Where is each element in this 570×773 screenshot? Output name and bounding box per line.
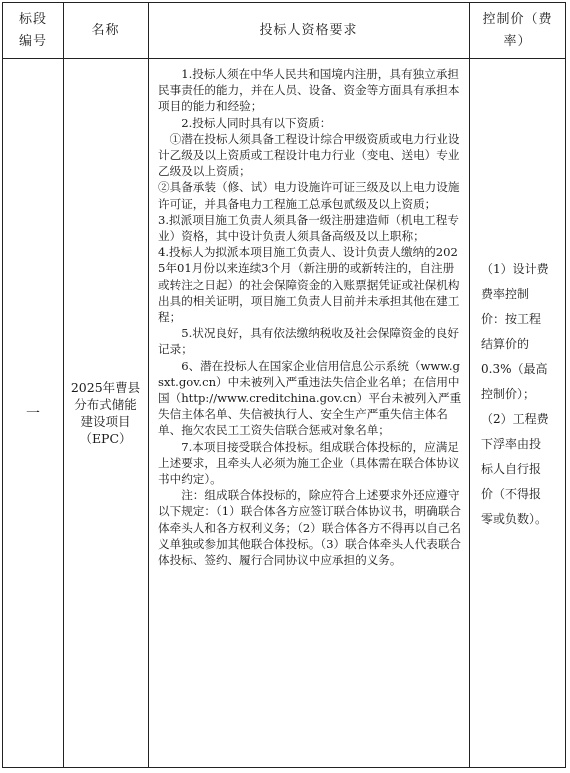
header-seq — [3, 3, 63, 58]
header-name-label: 名称 — [91, 22, 120, 38]
requirement-item: 7.本项目接受联合体投标。组成联合体投标的，应满足上述要求，且牵头人必须为施工企业（具体需在联合体协议书中约定）。 — [158, 439, 460, 487]
requirement-note: 注：组成联合体投标的，除应符合上述要求外还应遵守以下规定：（1）联合体各方应签订联合体协议书，明确联合体牵头人和各方权利义务；（2）联合体各方不得再以自己名义单独或参加其他联合体投标。（3）联合体牵头人代表联合体投标、签约、履行合同协议中应承担的义务。 — [158, 488, 462, 568]
requirement-item: 1.投标人须在中华人民共和国境内注册，具有独立承担民事责任的能力，并在人员、设备、资金等方面具有承担本项目的能力和经验； — [158, 67, 460, 114]
header-requirements — [148, 3, 469, 58]
price-item: （1）设计费费率控制价：按工程结算价的0.3%（最高控制价）； — [481, 262, 549, 401]
header-price — [469, 3, 566, 58]
header-price-label: 控制价（费 率） — [482, 11, 553, 49]
qualification-table — [2, 2, 566, 768]
row-seq — [3, 59, 63, 767]
project-name: 2025年曹县分布式储能建设项目（EPC） — [70, 380, 141, 446]
row-requirements — [148, 59, 469, 767]
row-seq-value: 一 — [26, 406, 40, 422]
requirement-item: 6、潜在投标人在国家企业信用信息公示系统（www.gsxt.gov.cn）中未被列入严重违法失信企业名单；在信用中国（http://www.creditchina.gov.cn）平台未被列入严重失信主体名单、失信被执行人、安全生产严重失信主体名单、拖欠农民工工资失信联合惩戒对象名单； — [158, 358, 462, 438]
requirement-item: ①潜在投标人须具备工程设计综合甲级资质或电力行业设计乙级及以上资质或工程设计电力行业（变电、送电）专业乙级及以上资质； — [158, 131, 460, 179]
requirement-item: 2.投标人同时具有以下资质： — [158, 115, 332, 130]
header-requirements-label: 投标人资格要求 — [259, 22, 358, 38]
header-name — [63, 3, 148, 58]
requirement-item: 5.状况良好，具有依法缴纳税收及社会保障资金的良好记录； — [158, 326, 459, 357]
price-item: （2）工程费下浮率由投标人自行报价（不得报零或负数）。 — [481, 412, 549, 526]
requirement-item: 4.投标人为拟派本项目施工负责人、设计负责人缴纳的2025年01月份以来连续3个月（新注册的或新转注的，自注册或转注之日起）的社会保障资金的入账票据凭证或社保机构出具的相关证明，项目施工负责人目前并未承担其他在建工程； — [158, 245, 460, 325]
row-name — [63, 59, 148, 767]
row-price — [469, 257, 566, 532]
requirement-item: ②具备承装（修、试）电力设施许可证三级及以上电力设施许可证，并具备电力工程施工总承包贰级及以上资质； — [158, 180, 460, 211]
header-seq-label: 标段 编号 — [18, 11, 47, 49]
requirement-item: 3.拟派项目施工负责人须具备一级注册建造师（机电工程专业）资格，其中设计负责人须具备高级及以上职称； — [158, 212, 459, 244]
